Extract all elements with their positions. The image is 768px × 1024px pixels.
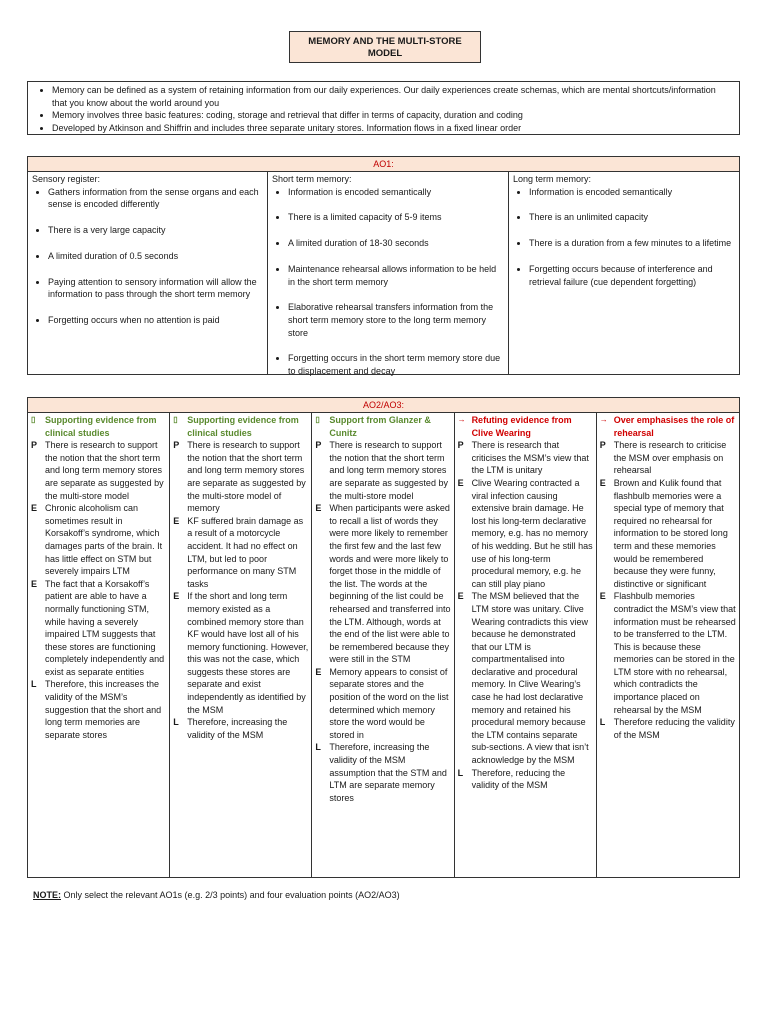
- ao1-column-title: Sensory register:: [32, 174, 101, 184]
- peel-letter: E: [315, 503, 322, 514]
- ao1-point: • Information is encoded semantically: [288, 186, 504, 199]
- ao2-ao3-table: [27, 397, 740, 878]
- evaluation-heading: [31, 414, 166, 439]
- peel-text: Memory appears to consist of separate stores and the position of the word on the list determined which memory store the word would be stored in: [329, 666, 449, 740]
- note-text: Only select the relevant AO1s (e.g. 2/3 points) and four evaluation points (AO2/AO3): [61, 890, 400, 900]
- peel-row: [173, 515, 308, 591]
- peel-letter: L: [315, 742, 321, 753]
- peel-letter: P: [599, 440, 606, 451]
- peel-letter: P: [31, 440, 38, 451]
- peel-letter: E: [457, 591, 464, 602]
- peel-text: Therefore reducing the validity of the MSM: [613, 717, 735, 740]
- peel-letter: P: [457, 440, 464, 451]
- peel-letter: L: [457, 767, 464, 778]
- note: [33, 890, 400, 900]
- arrow-icon: →: [599, 415, 608, 424]
- evaluation-heading: [315, 414, 450, 439]
- ao1-point: • Information is encoded semantically: [529, 186, 735, 199]
- peel-row: [600, 716, 736, 741]
- evaluation-heading: [458, 414, 593, 439]
- peel-text: Brown and Kulik found that flashbulb memories were a special type of memory that required no rehearsal for information to be stored long term and these memories would be remembered because they were funny, distinctive or significant: [613, 477, 728, 589]
- checkbox-icon: ▯: [31, 415, 36, 424]
- ao1-point: • There is a very large capacity: [48, 224, 263, 237]
- evaluation-column: [597, 413, 739, 878]
- ao1-point-list: [513, 186, 735, 289]
- peel-text: Chronic alcoholism can sometimes result in Korsakoff’s syndrome, which damages parts of the brain. It has little effect on STM but severely impairs LTM: [45, 503, 163, 577]
- peel-text: Therefore, increasing the validity of the MSM: [187, 717, 288, 740]
- peel-text: Therefore, reducing the validity of the MSM: [471, 767, 566, 791]
- ao1-column: [268, 172, 509, 375]
- peel-text: The fact that a Korsakoff’s patient are able to have a normally functioning STM, while having a severely impaired LTM suggests that these stores are functioning completely independently and exist as separate entities: [45, 578, 165, 677]
- evaluation-heading: [173, 414, 308, 439]
- evaluation-title: Supporting evidence from clinical studies: [45, 415, 157, 438]
- peel-row: [173, 590, 308, 716]
- peel-letter: E: [599, 591, 606, 602]
- ao1-column-title: Short term memory:: [272, 174, 352, 184]
- evaluation-column: [455, 413, 597, 878]
- ao2-header: AO2/AO3:: [28, 398, 739, 413]
- peel-row: [600, 477, 736, 590]
- peel-text: Flashbulb memories contradict the MSM’s view that information must be rehearsed to be transferred to the LTM. This is because these memories can be stored in the LTM store with no rehearsal, which contradicts the importance placed on rehearsal by the MSM: [613, 591, 736, 715]
- intro-point: • Developed by Atkinson and Shiffrin and includes three separate unitary stores. Information flows in a fixed linear order: [52, 122, 733, 135]
- peel-row: [458, 477, 593, 590]
- peel-row: [31, 578, 166, 679]
- peel-row: [315, 439, 450, 502]
- peel-text: Therefore, this increases the validity of the MSM’s suggestion that the short and long term memories are separate stores: [45, 679, 162, 740]
- evaluation-title: Supporting evidence from clinical studies: [187, 415, 299, 438]
- peel-row: [315, 666, 450, 742]
- ao1-point: • Forgetting occurs because of interference and retrieval failure (cue dependent forgetting): [529, 263, 735, 288]
- peel-letter: P: [315, 440, 322, 451]
- peel-letter: L: [173, 717, 179, 728]
- peel-letter: L: [599, 717, 606, 728]
- peel-row: [315, 502, 450, 666]
- peel-text: There is research to support the notion that the short term and long term memory stores are separate as suggested by the multi-store model of memory: [187, 440, 306, 514]
- ao1-table: [27, 156, 740, 375]
- intro-box: [27, 81, 740, 135]
- ao1-point: • Elaborative rehearsal transfers information from the short term memory store to the long term memory store: [288, 301, 504, 339]
- ao1-columns: [28, 172, 739, 375]
- peel-letter: E: [31, 578, 38, 589]
- peel-row: [600, 590, 736, 716]
- peel-row: [458, 439, 593, 477]
- peel-letter: E: [599, 477, 606, 488]
- peel-text: Therefore, increasing the validity of the MSM assumption that the STM and LTM are separate memory stores: [329, 742, 447, 803]
- evaluation-title: Support from Glanzer & Cunitz: [329, 415, 431, 438]
- peel-letter: E: [315, 666, 322, 677]
- peel-row: [173, 439, 308, 515]
- peel-text: KF suffered brain damage as a result of a motorcycle accident. It had no effect on LTM, but led to poor performance on many STM tasks: [187, 515, 304, 589]
- peel-text: There is research to support the notion that the short term and long term memory stores are separate as suggested by the multi-store model: [45, 440, 164, 501]
- peel-letter: E: [173, 515, 180, 526]
- intro-list: [34, 84, 733, 134]
- peel-letter: P: [173, 440, 180, 451]
- peel-text: There is research that criticises the MSM’s view that the LTM is unitary: [471, 440, 589, 476]
- ao1-column: [509, 172, 739, 375]
- peel-row: [315, 741, 450, 804]
- ao1-point: • There is a limited capacity of 5-9 items: [288, 211, 504, 224]
- ao2-columns: [28, 413, 739, 878]
- checkbox-icon: ▯: [173, 415, 178, 424]
- ao1-column-title: Long term memory:: [513, 174, 592, 184]
- evaluation-title: Over emphasises the role of rehearsal: [613, 415, 735, 438]
- peel-row: [458, 767, 593, 792]
- arrow-icon: →: [457, 415, 466, 424]
- ao1-point: • Maintenance rehearsal allows information to be held in the short term memory: [288, 263, 504, 288]
- evaluation-heading: [600, 414, 736, 439]
- ao1-point-list: [32, 186, 263, 327]
- peel-row: [31, 439, 166, 502]
- title-line-1: MEMORY AND THE MULTI-STORE: [308, 36, 462, 47]
- ao1-point: • Gathers information from the sense organs and each sense is encoded differently: [48, 186, 263, 211]
- peel-row: [31, 678, 166, 741]
- ao1-point: • Forgetting occurs when no attention is paid: [48, 314, 263, 327]
- peel-letter: E: [31, 503, 38, 514]
- evaluation-column: [312, 413, 454, 878]
- peel-letter: E: [173, 591, 180, 602]
- ao1-point-list: [272, 186, 504, 378]
- evaluation-title: Refuting evidence from Clive Wearing: [471, 415, 572, 438]
- evaluation-column: [170, 413, 312, 878]
- peel-text: If the short and long term memory existed as a combined memory store than KF would have lost all of his memory functioning. However, this was not the case, which suggests these stores are separate and exist independently as identified by the MSM: [187, 591, 309, 715]
- note-label: NOTE:: [33, 890, 61, 900]
- title-line-2: MODEL: [367, 48, 403, 59]
- ao1-point: • A limited duration of 0.5 seconds: [48, 250, 263, 263]
- peel-text: There is research to criticise the MSM over emphasis on rehearsal: [613, 440, 727, 476]
- peel-row: [600, 439, 736, 477]
- ao1-point: • There is a duration from a few minutes to a lifetime: [529, 237, 735, 250]
- ao1-point: • Paying attention to sensory information will allow the information to pass through the short term memory: [48, 276, 263, 301]
- peel-row: [458, 590, 593, 766]
- peel-letter: L: [31, 679, 37, 690]
- checkbox-icon: ▯: [315, 415, 320, 424]
- peel-text: When participants were asked to recall a list of words they were more likely to remember the first few and the last few words and were more likely to forget those in the middle of the list. The words at the beginning of the list could be rehearsed and transferred into the LTM. Although, words at the end of the list were able to be remembered because they were still in the STM: [329, 503, 451, 665]
- evaluation-column: [28, 413, 170, 878]
- ao1-column: [28, 172, 268, 375]
- intro-point: • Memory involves three basic features: coding, storage and retrieval that differ in terms of capacity, duration and coding: [52, 109, 733, 122]
- peel-letter: E: [457, 477, 464, 488]
- peel-text: There is research to support the notion that the short term and long term memory stores are separate as suggested by the multi-store model: [329, 440, 448, 501]
- peel-row: [173, 716, 308, 741]
- peel-row: [31, 502, 166, 578]
- ao1-header: AO1:: [28, 157, 739, 172]
- document-title: [289, 31, 481, 63]
- ao1-point: • There is an unlimited capacity: [529, 211, 735, 224]
- ao1-point: • A limited duration of 18-30 seconds: [288, 237, 504, 250]
- peel-text: The MSM believed that the LTM store was unitary. Clive Wearing contradicts this view because he demonstrated that our LTM is compartmentalised into declarative and procedural memory. In Clive Wearing’s case he had lost declarative memory and retained his procedural memory because the LTM contains separate sub-sections. A view that isn’t acknowledge by the MSM: [471, 591, 589, 766]
- peel-text: Clive Wearing contracted a viral infection causing extensive brain damage. He lost his long-term declarative memory, e.g. has no memory of his wedding. But he still has use of his long-term procedural memory, e.g. he can still play piano: [471, 477, 593, 589]
- intro-point: • Memory can be defined as a system of retaining information from our daily experiences. Our daily experiences create schemas, which are mental shortcuts/information that you know about the world around you: [52, 84, 733, 109]
- ao1-point: • Forgetting occurs in the short term memory store due to displacement and decay: [288, 352, 504, 377]
